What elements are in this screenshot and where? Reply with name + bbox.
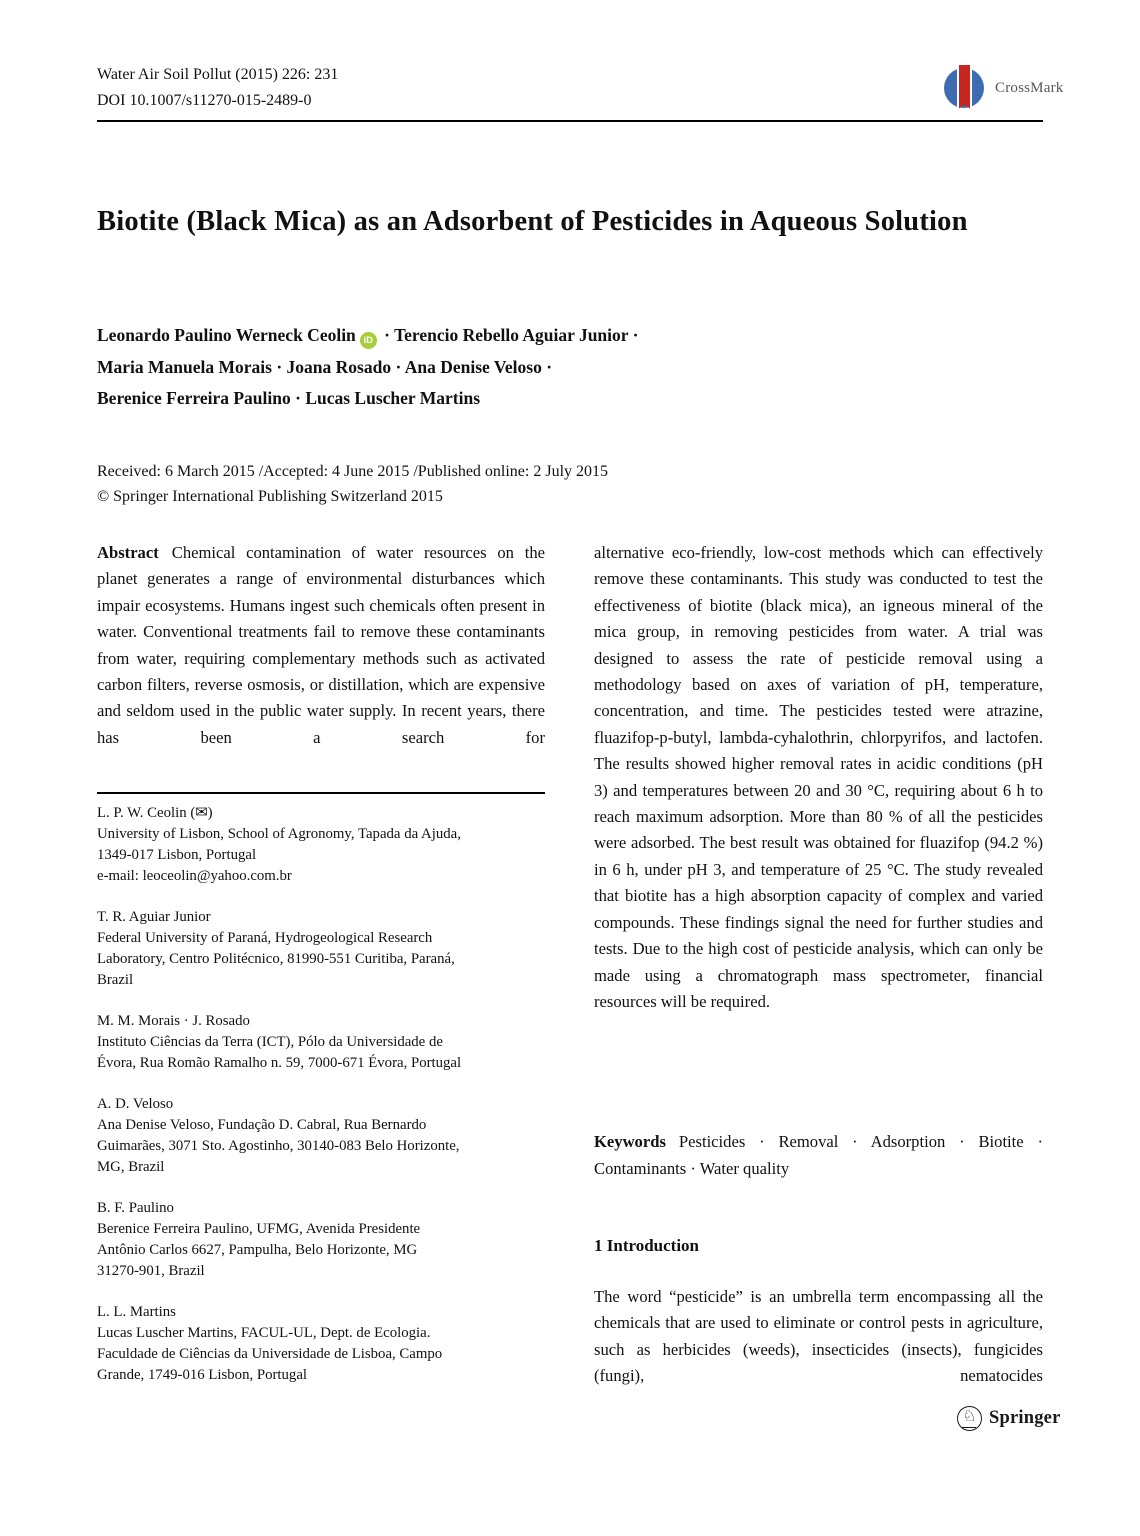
footnote-line: Faculdade de Ciências da Universidade de Lisboa, Campo bbox=[97, 1346, 443, 1362]
author-name: Leonardo Paulino Werneck Ceolin bbox=[97, 325, 356, 345]
author-line-1 bbox=[97, 320, 797, 352]
section-heading-introduction: 1 Introduction bbox=[594, 1236, 700, 1255]
abstract-text-col1: Chemical contamination of water resources on the planet generates a range of environmental disturbances which impair ecosystems. Humans ingest such chemicals often present in water. Conventional treatments fail to remove these contaminants from water, requiring complementary methods such as activated carbon filters, reverse osmosis, or distillation, which are expensive and seldom used in the public water supply. In recent years, there has been a search for bbox=[97, 543, 545, 747]
author-list bbox=[97, 320, 797, 415]
footnote-line: M. M. Morais · J. Rosado bbox=[97, 1013, 250, 1029]
introduction-paragraph: The word “pesticide” is an umbrella term encompassing all the chemicals that are used to eliminate or control pests in agriculture, such as herbicides (weeds), insecticides (insects), fungicides (fungi), nematocides bbox=[594, 1287, 1043, 1386]
publication-dates bbox=[97, 459, 797, 509]
footnote-block bbox=[97, 1094, 545, 1178]
author-line-3: Berenice Ferreira Paulino · Lucas Luscher Martins bbox=[97, 388, 481, 408]
footnote-line: Lucas Luscher Martins, FACUL-UL, Dept. de Ecologia. bbox=[97, 1325, 431, 1341]
footnote-line: Brazil bbox=[97, 972, 134, 988]
crossmark-icon bbox=[944, 64, 988, 112]
orcid-id-icon[interactable]: iD bbox=[360, 332, 377, 349]
footnote-line: Ana Denise Veloso, Fundação D. Cabral, Rua Bernardo bbox=[97, 1117, 427, 1133]
footnote-line: 1349-017 Lisbon, Portugal bbox=[97, 847, 257, 863]
footnote-line: Federal University of Paraná, Hydrogeological Research bbox=[97, 930, 433, 946]
copyright-line: © Springer International Publishing Switzerland 2015 bbox=[97, 488, 443, 505]
footnotes bbox=[97, 803, 545, 1406]
footnote-block bbox=[97, 1011, 545, 1074]
footnote-divider bbox=[97, 792, 545, 794]
springer-knight-icon bbox=[957, 1406, 982, 1431]
crossmark-badge[interactable] bbox=[944, 64, 1063, 112]
footnote-block bbox=[97, 1198, 545, 1282]
journal-header bbox=[97, 62, 338, 114]
footnote-line: Antônio Carlos 6627, Pampulha, Belo Horizonte, MG bbox=[97, 1242, 418, 1258]
abstract-continued-paragraph: alternative eco-friendly, low-cost methods which can effectively remove these contaminants. This study was conducted to test the effectiveness of biotite (black mica), an igneous mineral of the mica group, in removing pesticides from water. A trial was designed to assess the rate of pesticide removal using a methodology based on axes of variation of pH, temperature, concentration, and time. The pesticides tested were atrazine, fluazifop-p-butyl, lambda-cyhalothrin, chlorpyrifos, and lactofen. The results showed higher removal rates in acidic conditions (pH 3) and temperatures between 20 and 30 °C, requiring about 6 h to reach maximum adsorption. More than 80 % of all the pesticides were adsorbed. The best result was obtained for fluazifop (94.2 %) in 6 h, under pH 3, and temperature of 25 °C. The study revealed that biotite has a high absorption capacity of complex and varied compounds. These findings signal the need for further studies and tests. Due to the high cost of pesticide analysis, which can only be made using a chromatograph mass spectrometer, financial resources will be required. bbox=[594, 543, 1043, 1011]
footnote-line: T. R. Aguiar Junior bbox=[97, 909, 211, 925]
received-accepted-line: Received: 6 March 2015 /Accepted: 4 June 2015 /Published online: 2 July 2015 bbox=[97, 463, 609, 480]
abstract-paragraph bbox=[97, 540, 545, 751]
footnote-line: Grande, 1749-016 Lisbon, Portugal bbox=[97, 1367, 308, 1383]
left-column bbox=[97, 540, 545, 1400]
footnote-block bbox=[97, 803, 545, 887]
keywords-text: Pesticides · Removal · Adsorption · Biotite · Contaminants · Water quality bbox=[594, 1132, 1043, 1178]
footnote-line: L. L. Martins bbox=[97, 1304, 176, 1320]
page-title: Biotite (Black Mica) as an Adsorbent of Pesticides in Aqueous Solution bbox=[97, 206, 968, 237]
footnote-block bbox=[97, 1302, 545, 1386]
knight-baseline bbox=[962, 1427, 976, 1428]
abstract-label: Abstract bbox=[97, 543, 159, 562]
footnote-line: L. P. W. Ceolin (✉) bbox=[97, 805, 213, 821]
keywords-label: Keywords bbox=[594, 1132, 666, 1151]
footnote-line: A. D. Veloso bbox=[97, 1096, 174, 1112]
keywords-paragraph bbox=[594, 1128, 1043, 1182]
springer-logo bbox=[957, 1406, 1061, 1431]
footnote-line: B. F. Paulino bbox=[97, 1200, 174, 1216]
knight-glyph: ♘ bbox=[962, 1408, 977, 1425]
crossmark-bookmark-icon bbox=[957, 65, 972, 110]
right-column bbox=[594, 540, 1043, 1420]
author-line-2: Maria Manuela Morais · Joana Rosado · Ana Denise Veloso · bbox=[97, 356, 553, 377]
footnote-line: University of Lisbon, School of Agronomy, Tapada da Ajuda, bbox=[97, 826, 461, 842]
footnote-line: 31270-901, Brazil bbox=[97, 1263, 205, 1279]
footnote-line: Instituto Ciências da Terra (ICT), Pólo da Universidade de bbox=[97, 1034, 443, 1050]
footnote-line: Évora, Rua Romão Ramalho n. 59, 7000-671 Évora, Portugal bbox=[97, 1055, 462, 1071]
journal-citation: Water Air Soil Pollut (2015) 226: 231 bbox=[97, 66, 339, 83]
author-names: · Terencio Rebello Aguiar Junior · bbox=[379, 325, 639, 345]
header-divider bbox=[97, 120, 1043, 122]
footnote-email-line[interactable]: e-mail: leoceolin@yahoo.com.br bbox=[97, 868, 292, 884]
footnote-line: MG, Brazil bbox=[97, 1159, 165, 1175]
footnote-block bbox=[97, 907, 545, 991]
springer-label: Springer bbox=[989, 1408, 1061, 1428]
crossmark-label: CrossMark bbox=[995, 79, 1064, 96]
footnote-line: Laboratory, Centro Politécnico, 81990-551 Curitiba, Paraná, bbox=[97, 951, 455, 967]
doi-line: DOI 10.1007/s11270-015-2489-0 bbox=[97, 92, 312, 109]
footnote-line: Guimarães, 3071 Sto. Agostinho, 30140-083 Belo Horizonte, bbox=[97, 1138, 460, 1154]
footnote-line: Berenice Ferreira Paulino, UFMG, Avenida Presidente bbox=[97, 1221, 421, 1237]
